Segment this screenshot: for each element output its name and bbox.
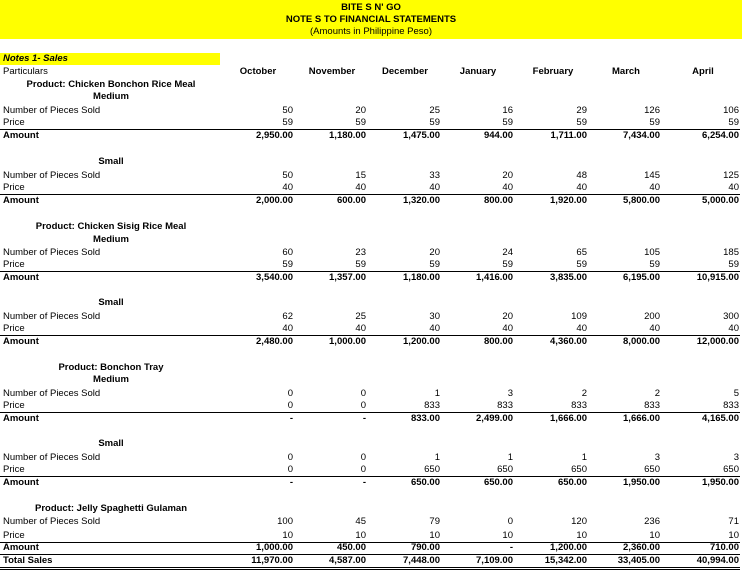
- value-cell: 15,342.00: [544, 555, 587, 566]
- value-cell: 1,200.00: [403, 336, 440, 347]
- amount-label: Amount: [3, 542, 39, 553]
- pieces-row: [0, 170, 742, 182]
- amount-row: [0, 272, 742, 284]
- month-header: January: [459, 66, 497, 77]
- amount-label: Amount: [3, 272, 39, 283]
- size-row: [0, 374, 742, 386]
- value-cell: 1,180.00: [329, 130, 366, 141]
- product-title: Product: Chicken Sisig Rice Meal: [35, 221, 187, 232]
- pieces-row: [0, 311, 742, 323]
- value-cell: 650: [723, 464, 739, 475]
- price-label: Price: [3, 400, 25, 411]
- pieces-label: Number of Pieces Sold: [3, 388, 101, 399]
- value-cell: 450.00: [336, 542, 366, 553]
- value-cell: 33: [429, 170, 440, 181]
- value-cell: 7,109.00: [476, 555, 513, 566]
- value-cell: 6,254.00: [702, 130, 739, 141]
- value-cell: 5,800.00: [623, 195, 660, 206]
- month-header: March: [612, 66, 640, 77]
- product-title-row: [0, 221, 742, 233]
- size-label: Small: [98, 297, 124, 308]
- value-cell: 60: [282, 247, 293, 258]
- value-cell: 5,000.00: [702, 195, 739, 206]
- value-cell: 59: [429, 259, 440, 270]
- size-label: Medium: [93, 374, 129, 385]
- value-cell: 1,320.00: [403, 195, 440, 206]
- value-cell: 59: [282, 259, 293, 270]
- value-cell: 105: [644, 247, 660, 258]
- value-cell: 5: [733, 388, 739, 399]
- value-cell: 40: [282, 182, 293, 193]
- size-label: Medium: [93, 91, 129, 102]
- month-header: February: [532, 66, 574, 77]
- value-cell: 59: [649, 117, 660, 128]
- price-row: [0, 117, 742, 129]
- price-row: [0, 323, 742, 335]
- value-cell: 59: [649, 259, 660, 270]
- value-cell: 126: [644, 105, 660, 116]
- amount-row: [0, 195, 742, 207]
- total-sales-row: [0, 555, 742, 567]
- amount-row: [0, 413, 742, 425]
- amount-row: [0, 130, 742, 142]
- price-row: [0, 464, 742, 476]
- particulars-label: Particulars: [3, 66, 48, 77]
- value-cell: 125: [723, 170, 739, 181]
- amount-label: Amount: [3, 130, 39, 141]
- value-cell: 40: [502, 323, 513, 334]
- value-cell: 800.00: [483, 195, 513, 206]
- value-cell: 8,000.00: [623, 336, 660, 347]
- report-subtitle: (Amounts in Philippine Peso): [310, 26, 432, 37]
- value-cell: 40: [576, 182, 587, 193]
- value-cell: 4,360.00: [550, 336, 587, 347]
- product-title-row: [0, 362, 742, 374]
- price-row: [0, 400, 742, 412]
- amount-row: [0, 477, 742, 489]
- size-row: [0, 438, 742, 450]
- value-cell: 24: [502, 247, 513, 258]
- month-header: October: [239, 66, 277, 77]
- value-cell: 23: [355, 247, 366, 258]
- value-cell: 1,200.00: [550, 542, 587, 553]
- value-cell: 1,666.00: [550, 413, 587, 424]
- value-cell: 3,835.00: [550, 272, 587, 283]
- month-header: April: [692, 66, 714, 77]
- pieces-row: [0, 105, 742, 117]
- value-cell: 236: [644, 516, 660, 527]
- value-cell: 40,994.00: [696, 555, 739, 566]
- amount-label: Amount: [3, 413, 39, 424]
- value-cell: 1,357.00: [329, 272, 366, 283]
- value-cell: 12,000.00: [696, 336, 739, 347]
- amount-label: Amount: [3, 195, 39, 206]
- value-cell: 40: [649, 323, 660, 334]
- underline: [0, 567, 740, 568]
- value-cell: 0: [507, 516, 513, 527]
- total-sales-label: Total Sales: [3, 555, 53, 566]
- value-cell: 0: [360, 452, 366, 463]
- pieces-row: [0, 388, 742, 400]
- value-cell: 145: [644, 170, 660, 181]
- product-title: Product: Jelly Spaghetti Gulaman: [34, 503, 188, 514]
- report-header: [0, 0, 742, 39]
- value-cell: 1,711.00: [550, 130, 587, 141]
- value-cell: 65: [576, 247, 587, 258]
- value-cell: 7,448.00: [403, 555, 440, 566]
- value-cell: 59: [502, 117, 513, 128]
- notes-label: Notes 1- Sales: [0, 53, 220, 65]
- price-row: [0, 259, 742, 271]
- pieces-label: Number of Pieces Sold: [3, 311, 101, 322]
- product-title: Product: Chicken Bonchon Rice Meal: [26, 79, 196, 90]
- value-cell: 29: [576, 105, 587, 116]
- value-cell: -: [289, 477, 293, 488]
- value-cell: -: [509, 542, 513, 553]
- value-cell: 40: [576, 323, 587, 334]
- price-label: Price: [3, 259, 25, 270]
- month-header: November: [308, 66, 356, 77]
- value-cell: 0: [287, 388, 293, 399]
- value-cell: 48: [576, 170, 587, 181]
- value-cell: 944.00: [483, 130, 513, 141]
- value-cell: 200: [644, 311, 660, 322]
- price-label: Price: [3, 117, 25, 128]
- value-cell: 10: [502, 530, 513, 541]
- value-cell: 6,195.00: [623, 272, 660, 283]
- value-cell: 2,950.00: [256, 130, 293, 141]
- value-cell: 50: [282, 105, 293, 116]
- value-cell: 33,405.00: [617, 555, 660, 566]
- value-cell: -: [362, 477, 366, 488]
- value-cell: 40: [502, 182, 513, 193]
- size-row: [0, 91, 742, 103]
- value-cell: 650.00: [557, 477, 587, 488]
- value-cell: 833.00: [410, 413, 440, 424]
- value-cell: 109: [571, 311, 587, 322]
- pieces-label: Number of Pieces Sold: [3, 170, 101, 181]
- value-cell: 40: [429, 182, 440, 193]
- value-cell: 2,480.00: [256, 336, 293, 347]
- value-cell: 71: [728, 516, 739, 527]
- value-cell: 2,499.00: [476, 413, 513, 424]
- value-cell: 20: [502, 170, 513, 181]
- value-cell: 3,540.00: [256, 272, 293, 283]
- value-cell: 10,915.00: [696, 272, 739, 283]
- value-cell: 40: [649, 182, 660, 193]
- value-cell: 20: [502, 311, 513, 322]
- value-cell: 3: [654, 452, 660, 463]
- size-label: Medium: [93, 234, 129, 245]
- value-cell: 0: [287, 452, 293, 463]
- value-cell: 650: [424, 464, 440, 475]
- value-cell: 1: [434, 388, 440, 399]
- value-cell: 10: [282, 530, 293, 541]
- price-label: Price: [3, 323, 25, 334]
- size-label: Small: [98, 438, 124, 449]
- pieces-label: Number of Pieces Sold: [3, 105, 101, 116]
- value-cell: 650: [497, 464, 513, 475]
- value-cell: 16: [502, 105, 513, 116]
- value-cell: 40: [355, 323, 366, 334]
- company-name: BITE S N' GO: [341, 2, 401, 13]
- value-cell: 1: [581, 452, 587, 463]
- value-cell: 0: [360, 464, 366, 475]
- value-cell: 790.00: [410, 542, 440, 553]
- value-cell: 50: [282, 170, 293, 181]
- pieces-label: Number of Pieces Sold: [3, 247, 101, 258]
- month-header: December: [382, 66, 428, 77]
- product-title-row: [0, 503, 742, 515]
- value-cell: 300: [723, 311, 739, 322]
- value-cell: 833: [571, 400, 587, 411]
- value-cell: 59: [429, 117, 440, 128]
- value-cell: 1,475.00: [403, 130, 440, 141]
- pieces-label: Number of Pieces Sold: [3, 516, 101, 527]
- value-cell: 20: [355, 105, 366, 116]
- pieces-row: [0, 247, 742, 259]
- value-cell: 20: [429, 247, 440, 258]
- value-cell: 4,587.00: [329, 555, 366, 566]
- value-cell: 0: [287, 464, 293, 475]
- value-cell: 833: [424, 400, 440, 411]
- value-cell: 59: [728, 117, 739, 128]
- value-cell: 0: [360, 400, 366, 411]
- value-cell: 1,666.00: [623, 413, 660, 424]
- value-cell: 1,000.00: [329, 336, 366, 347]
- amount-label: Amount: [3, 477, 39, 488]
- value-cell: 4,165.00: [702, 413, 739, 424]
- value-cell: 10: [649, 530, 660, 541]
- value-cell: 40: [355, 182, 366, 193]
- size-row: [0, 234, 742, 246]
- value-cell: -: [289, 413, 293, 424]
- value-cell: 1,000.00: [256, 542, 293, 553]
- value-cell: 2,360.00: [623, 542, 660, 553]
- product-title: Product: Bonchon Tray: [58, 362, 164, 373]
- value-cell: 40: [728, 182, 739, 193]
- value-cell: 10: [355, 530, 366, 541]
- size-row: [0, 297, 742, 309]
- value-cell: 59: [355, 259, 366, 270]
- value-cell: 25: [429, 105, 440, 116]
- value-cell: 15: [355, 170, 366, 181]
- value-cell: 7,434.00: [623, 130, 660, 141]
- pieces-label: Number of Pieces Sold: [3, 452, 101, 463]
- value-cell: 1,180.00: [403, 272, 440, 283]
- pieces-row: [0, 516, 742, 528]
- value-cell: 59: [576, 117, 587, 128]
- product-title-row: [0, 79, 742, 91]
- size-label: Small: [98, 156, 124, 167]
- value-cell: 833: [497, 400, 513, 411]
- value-cell: 120: [571, 516, 587, 527]
- value-cell: 1,950.00: [623, 477, 660, 488]
- value-cell: 800.00: [483, 336, 513, 347]
- value-cell: 833: [644, 400, 660, 411]
- value-cell: 59: [728, 259, 739, 270]
- value-cell: 1,950.00: [702, 477, 739, 488]
- value-cell: -: [362, 413, 366, 424]
- value-cell: 40: [728, 323, 739, 334]
- underline: [0, 569, 740, 570]
- value-cell: 59: [576, 259, 587, 270]
- value-cell: 10: [576, 530, 587, 541]
- value-cell: 185: [723, 247, 739, 258]
- value-cell: 10: [728, 530, 739, 541]
- value-cell: 30: [429, 311, 440, 322]
- price-label: Price: [3, 464, 25, 475]
- amount-row: [0, 542, 742, 554]
- value-cell: 59: [282, 117, 293, 128]
- value-cell: 1: [507, 452, 513, 463]
- value-cell: 0: [287, 400, 293, 411]
- value-cell: 40: [282, 323, 293, 334]
- amount-label: Amount: [3, 336, 39, 347]
- value-cell: 25: [355, 311, 366, 322]
- value-cell: 650: [571, 464, 587, 475]
- value-cell: 10: [429, 530, 440, 541]
- value-cell: 3: [507, 388, 513, 399]
- value-cell: 650.00: [483, 477, 513, 488]
- report-title: NOTE S TO FINANCIAL STATEMENTS: [285, 14, 457, 25]
- price-label: Price: [3, 530, 25, 541]
- price-row: [0, 182, 742, 194]
- value-cell: 600.00: [336, 195, 366, 206]
- value-cell: 79: [429, 516, 440, 527]
- value-cell: 106: [723, 105, 739, 116]
- value-cell: 45: [355, 516, 366, 527]
- value-cell: 59: [355, 117, 366, 128]
- value-cell: 2: [654, 388, 660, 399]
- amount-row: [0, 336, 742, 348]
- value-cell: 100: [277, 516, 293, 527]
- value-cell: 11,970.00: [251, 555, 293, 566]
- price-label: Price: [3, 182, 25, 193]
- value-cell: 3: [733, 452, 739, 463]
- value-cell: 2,000.00: [256, 195, 293, 206]
- size-row: [0, 156, 742, 168]
- value-cell: 0: [360, 388, 366, 399]
- value-cell: 710.00: [709, 542, 739, 553]
- price-row: [0, 530, 742, 542]
- value-cell: 2: [581, 388, 587, 399]
- value-cell: 59: [502, 259, 513, 270]
- value-cell: 62: [282, 311, 293, 322]
- value-cell: 1,416.00: [476, 272, 513, 283]
- column-header-row: [0, 66, 742, 78]
- value-cell: 1: [434, 452, 440, 463]
- value-cell: 1,920.00: [550, 195, 587, 206]
- value-cell: 40: [429, 323, 440, 334]
- value-cell: 833: [723, 400, 739, 411]
- value-cell: 650.00: [410, 477, 440, 488]
- pieces-row: [0, 452, 742, 464]
- value-cell: 650: [644, 464, 660, 475]
